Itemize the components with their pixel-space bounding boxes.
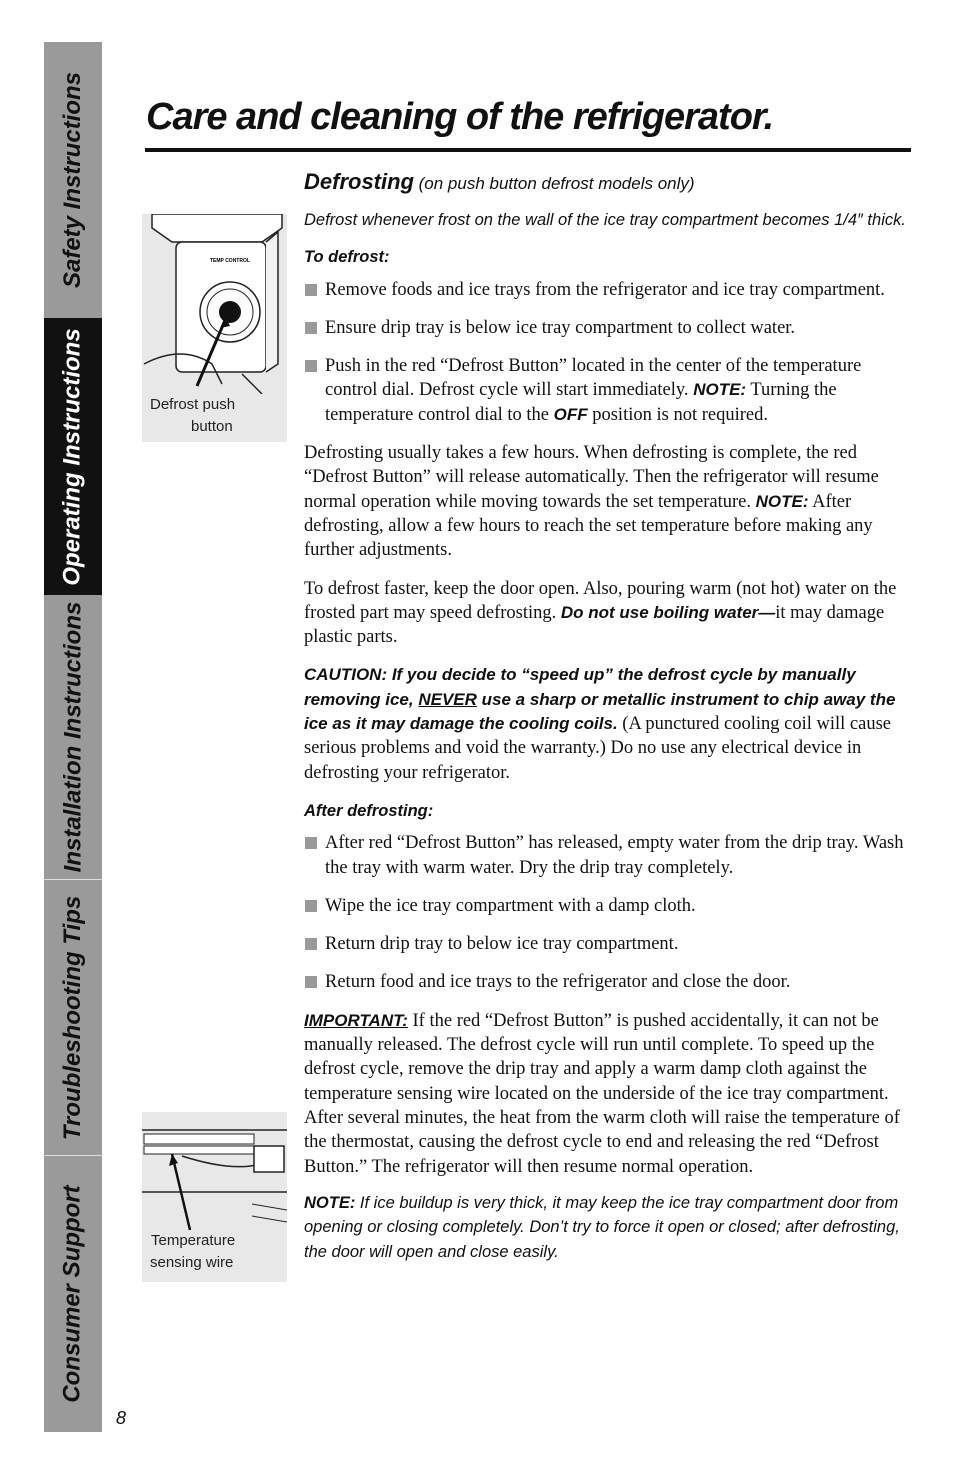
heading-text: Defrosting — [304, 169, 414, 194]
dial-label: TEMP CONTROL — [210, 258, 250, 264]
bullet-square — [305, 322, 317, 334]
section-heading — [304, 170, 914, 196]
list-item — [304, 354, 914, 427]
off-label: OFF — [553, 404, 588, 424]
title-rule — [145, 148, 911, 152]
tab-label: Installation Instructions — [59, 601, 87, 873]
sensing-wire-illustration — [142, 1112, 287, 1232]
body-paragraph — [304, 577, 914, 650]
tab-label: Troubleshooting Tips — [59, 895, 87, 1140]
tab-label: Consumer Support — [59, 1185, 86, 1403]
list-item-text: Return drip tray to below ice tray compartment. — [325, 934, 679, 955]
bullet-square — [305, 976, 317, 988]
caution-text: CAUTION: If you decide to “speed up” the defrost cycle by manually removing ice, — [304, 665, 856, 709]
page-title: Care and cleaning of the refrigerator. — [146, 96, 774, 138]
note-text: If ice buildup is very thick, it may keep the ice tray compartment door from opening or closing completely. Don’t try to force it open or closed; after defrosting, the door will open and close easily. — [304, 1193, 900, 1261]
body-paragraph — [304, 441, 914, 562]
heading-note: (on push button defrost models only) — [418, 174, 695, 193]
important-paragraph — [304, 1009, 914, 1179]
note-label: NOTE: — [304, 1193, 356, 1212]
sensing-wire-figure — [142, 1112, 287, 1282]
note-label: NOTE: — [755, 491, 809, 511]
list-item — [304, 316, 914, 340]
figure-caption-line: sensing wire — [150, 1254, 234, 1271]
main-content — [304, 170, 914, 1264]
tab-installation-instructions[interactable] — [44, 595, 102, 879]
list-item — [304, 831, 914, 880]
bullet-square — [305, 837, 317, 849]
figure-caption-line: button — [191, 418, 233, 435]
intro-text: Defrost whenever frost on the wall of the ice tray compartment becomes 1/4″ thick. — [304, 211, 906, 230]
to-defrost-label: To defrost: — [304, 248, 390, 267]
figure-caption-line: Defrost push — [150, 396, 236, 413]
tab-label: Operating Instructions — [59, 327, 87, 586]
bullet-square — [305, 900, 317, 912]
list-item-text: After red “Defrost Button” has released, empty water from the drip tray. Wash the tray with warm water. Dry the drip tray completely. — [325, 833, 904, 878]
warning-text: Do not use boiling water— — [560, 602, 776, 622]
note-label: NOTE: — [693, 380, 747, 400]
list-item — [304, 894, 914, 918]
paragraph-text: Defrosting usually takes a few hours. When defrosting is complete, the red “Defrost Button” will release automatically. Then the refrigerator will resume normal operation while moving towards the set temperature. — [304, 443, 879, 512]
list-item-text: Push in the red “Defrost Button” located in the center of the temperature control dial. Defrost cycle will start immediately. — [325, 356, 862, 401]
bullet-square — [305, 938, 317, 950]
caution-never: NEVER — [418, 689, 477, 709]
caution-paragraph — [304, 663, 914, 784]
list-item-text: Ensure drip tray is below ice tray compartment to collect water. — [325, 317, 796, 338]
note-text: position is not required. — [587, 404, 768, 425]
paragraph-text: (A punctured cooling coil will cause serious problems and void the warranty.) Do no use any electrical device in defrosting your refrigerator. — [304, 714, 891, 783]
page-number: 8 — [116, 1408, 127, 1428]
section-sidebar — [44, 42, 102, 1432]
list-item — [304, 970, 914, 994]
caution-text: use a sharp or metallic instrument to chip away the ice as it may damage the cooling coils. — [304, 689, 896, 734]
after-defrosting-label: After defrosting: — [304, 801, 434, 820]
tab-label: Safety Instructions — [59, 71, 87, 289]
list-item-text: Return food and ice trays to the refrigerator and close the door. — [325, 972, 791, 993]
defrost-button-figure — [142, 214, 287, 442]
paragraph-text: After defrosting, allow a few hours to reach the set temperature before making any further adjustments. — [304, 491, 873, 561]
list-item — [304, 932, 914, 956]
list-item — [304, 278, 914, 302]
tab-operating-instructions[interactable] — [44, 318, 102, 595]
bullet-square — [305, 360, 317, 372]
list-item-text: Wipe the ice tray compartment with a damp cloth. — [325, 895, 696, 916]
tab-safety-instructions[interactable] — [44, 42, 102, 318]
paragraph-text: If the red “Defrost Button” is pushed accidentally, it can not be manually released. The defrost cycle will run until complete. To speed up the defrost cycle, remove the drip tray and apply a warm damp cloth against the temperature sensing wire located on the underside of the ice tray compartment. After several minutes, the heat from the warm cloth will raise the temperature of the thermostat, causing the defrost cycle to end and releasing the red “Defrost Button.” The refrigerator will then resume normal operation. — [304, 1010, 900, 1177]
note-text: Turning the temperature control dial to the — [325, 380, 837, 425]
paragraph-text: it may damage plastic parts. — [304, 602, 885, 648]
temp-control-dial-illustration — [142, 214, 287, 394]
important-label: IMPORTANT: — [304, 1010, 408, 1030]
bullet-square — [305, 284, 317, 296]
final-note — [304, 1191, 914, 1265]
tab-consumer-support[interactable] — [44, 1156, 102, 1432]
paragraph-text: To defrost faster, keep the door open. Also, pouring warm (not hot) water on the frosted part may speed defrosting. — [304, 578, 897, 623]
figure-caption-line: Temperature — [151, 1232, 236, 1249]
list-item-text: Remove foods and ice trays from the refrigerator and ice tray compartment. — [325, 279, 885, 300]
tab-troubleshooting-tips[interactable] — [44, 880, 102, 1155]
